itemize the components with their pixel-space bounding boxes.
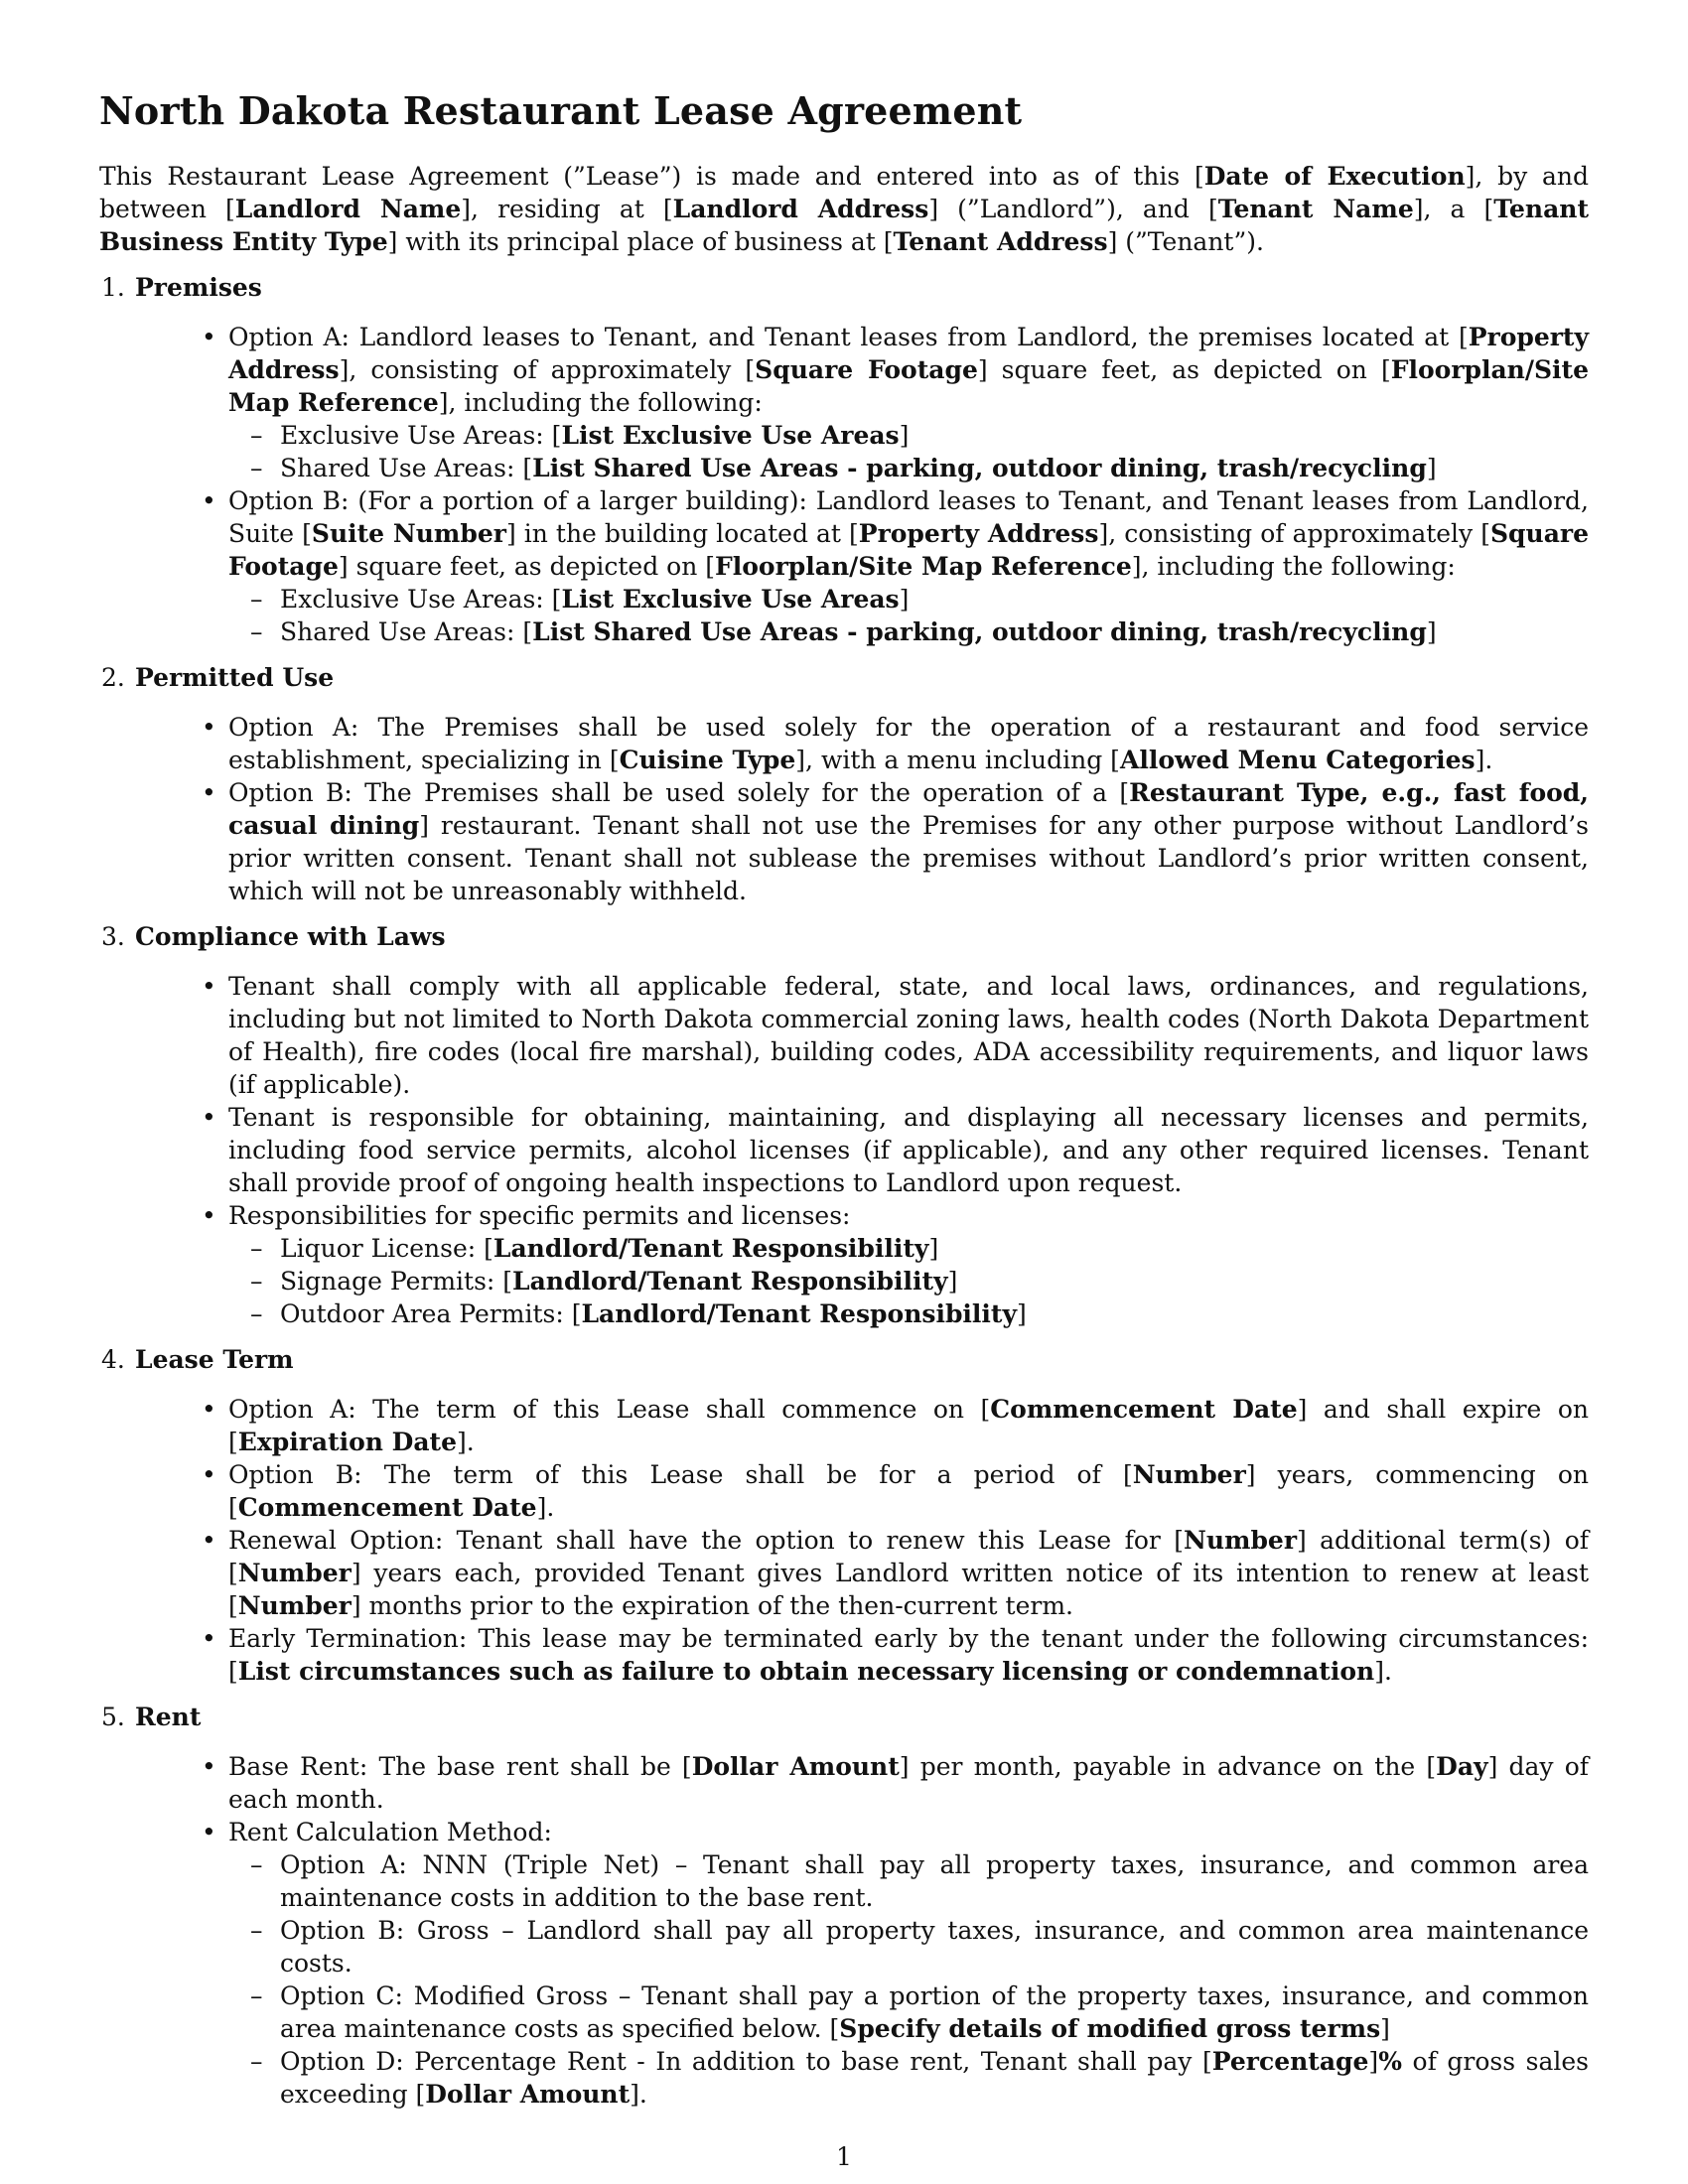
document-page — [99, 0, 1589, 2184]
dash-item: – Exclusive Use Areas: [List Exclusive Use Areas] — [228, 419, 1589, 452]
placeholder-field: Tenant Address — [893, 227, 1108, 256]
placeholder-field: Floorplan/Site Map Reference — [228, 355, 1589, 417]
bullet-text: • Option B: The Premises shall be used solely for the operation of a [Restaurant Type, e.g., fast food, casual dining] restaurant. Tenant shall not use the Premises for any other purpose without Landlord’s prior written consent. Tenant shall not sublease the premises without Landlord’s prior written consent, which will not be unreasonably withheld. — [228, 778, 1589, 905]
placeholder-field: Number — [1183, 1526, 1298, 1555]
placeholder-field: List circumstances such as failure to obtain necessary licensing or condemnation — [237, 1657, 1375, 1686]
dash-item: – Option C: Modified Gross – Tenant shall pay a portion of the property taxes, insurance, and common area maintenance costs as specified below. [Specify details of modified gross terms] — [228, 1979, 1589, 2045]
bullet-item — [99, 1458, 1589, 1524]
placeholder-field: Commencement Date — [990, 1395, 1298, 1424]
placeholder-field: Square Footage — [755, 355, 978, 384]
section-number: 3. — [101, 922, 125, 951]
dash-item: – Shared Use Areas: [List Shared Use Areas - parking, outdoor dining, trash/recycling] — [228, 615, 1589, 648]
placeholder-field: Tenant Business Entity Type — [99, 195, 1590, 256]
placeholder-field: Property Address — [228, 323, 1589, 384]
placeholder-field: Landlord/Tenant Responsibility — [512, 1267, 948, 1296]
section-1 — [99, 271, 1589, 648]
bullet-item — [99, 1524, 1589, 1622]
bullet-item — [99, 1750, 1589, 1816]
section-heading — [101, 1701, 1589, 1733]
bullet-item — [99, 1101, 1589, 1199]
bullet-list — [99, 1750, 1589, 2111]
bullet-text: • Option A: Landlord leases to Tenant, and Tenant leases from Landlord, the premises located at [Property Address], consisting of approximately [Square Footage] square feet, as depicted on [Floorplan/Site Map Reference], including the following: — [228, 323, 1589, 417]
placeholder-field: Commencement Date — [237, 1493, 537, 1522]
dash-list — [228, 1848, 1589, 2111]
section-heading — [101, 661, 1589, 694]
bullet-text: • Option B: The term of this Lease shall be for a period of [Number] years, commencing on [Commencement Date]. — [228, 1460, 1589, 1522]
placeholder-field: Dollar Amount — [691, 1752, 900, 1781]
placeholder-field: Restaurant Type, e.g., fast food, casual dining — [228, 778, 1589, 840]
dash-item: – Signage Permits: [Landlord/Tenant Responsibility] — [228, 1265, 1589, 1297]
placeholder-field: Allowed Menu Categories — [1119, 746, 1476, 774]
bullet-list — [99, 711, 1589, 907]
placeholder-field: % — [1378, 2047, 1402, 2076]
placeholder-field: Cuisine Type — [619, 746, 796, 774]
section-heading — [101, 920, 1589, 953]
dash-item: – Option A: NNN (Triple Net) – Tenant shall pay all property taxes, insurance, and common area maintenance costs in addition to the base rent. — [228, 1848, 1589, 1914]
section-2 — [99, 661, 1589, 907]
bullet-item — [99, 776, 1589, 907]
bullet-item — [99, 321, 1589, 484]
dash-list — [228, 1232, 1589, 1330]
section-heading-text: Lease Term — [135, 1345, 294, 1374]
bullet-item — [99, 970, 1589, 1101]
dash-item: – Option B: Gross – Landlord shall pay all property taxes, insurance, and common area maintenance costs. — [228, 1914, 1589, 1979]
bullet-item — [99, 484, 1589, 648]
section-number: 5. — [101, 1703, 125, 1731]
placeholder-field: Day — [1436, 1752, 1488, 1781]
dash-item: – Liquor License: [Landlord/Tenant Responsibility] — [228, 1232, 1589, 1265]
placeholder-field: Expiration Date — [237, 1428, 458, 1456]
section-number: 1. — [101, 273, 125, 302]
placeholder-field: Floorplan/Site Map Reference — [715, 552, 1132, 581]
placeholder-field: Landlord/Tenant Responsibility — [492, 1234, 929, 1263]
placeholder-field: Square Footage — [228, 519, 1589, 581]
section-heading — [101, 271, 1589, 304]
bullet-list — [99, 1393, 1589, 1688]
dash-item: – Option D: Percentage Rent - In addition to base rent, Tenant shall pay [Percentage]% of gross sales exceeding [Dollar Amount]. — [228, 2045, 1589, 2111]
placeholder-field: List Shared Use Areas - parking, outdoor dining, trash/recycling — [532, 454, 1427, 482]
bullet-text: • Responsibilities for specific permits and licenses: — [228, 1201, 851, 1230]
document-body — [99, 160, 1589, 2123]
section-heading-text: Compliance with Laws — [135, 922, 446, 951]
bullet-item — [99, 1199, 1589, 1330]
placeholder-field: Number — [237, 1591, 352, 1620]
placeholder-field: Percentage — [1211, 2047, 1369, 2076]
placeholder-field: Tenant Name — [1217, 195, 1414, 223]
page-number: 1 — [836, 2142, 852, 2171]
placeholder-field: Number — [1132, 1460, 1246, 1489]
bullet-item — [99, 711, 1589, 776]
bullet-text: • Tenant is responsible for obtaining, maintaining, and displaying all necessary licenses and permits, including food service permits, alcohol licenses (if applicable), and any other required licenses. Tenant shall provide proof of ongoing health inspections to Landlord upon request. — [228, 1103, 1589, 1197]
placeholder-field: Date of Execution — [1203, 162, 1466, 191]
placeholder-field: Suite Number — [311, 519, 506, 548]
section-4 — [99, 1343, 1589, 1688]
dash-list — [228, 583, 1589, 648]
bullet-item — [99, 1816, 1589, 2111]
section-heading-text: Permitted Use — [135, 663, 335, 692]
bullet-item — [99, 1393, 1589, 1458]
placeholder-field: Dollar Amount — [425, 2080, 631, 2109]
placeholder-field: Number — [237, 1559, 352, 1587]
bullet-list — [99, 321, 1589, 648]
section-number: 4. — [101, 1345, 125, 1374]
bullet-text: • Early Termination: This lease may be terminated early by the tenant under the following circumstances: [List circumstances such as failure to obtain necessary licensing or condemnation]. — [228, 1624, 1589, 1686]
placeholder-field: Landlord Name — [234, 195, 462, 223]
intro-paragraph: This Restaurant Lease Agreement (”Lease”) is made and entered into as of this [Date of Execution], by and between [Landlord Name], residing at [Landlord Address] (”Landlord”), and [Tenant Name], a [Tenant Business Entity Type] with its principal place of business at [Tenant Address] (”Tenant”). — [99, 162, 1590, 256]
section-heading-text: Premises — [135, 273, 262, 302]
bullet-text: • Option A: The Premises shall be used solely for the operation of a restaurant and food service establishment, specializing in [Cuisine Type], with a menu including [Allowed Menu Categories]. — [228, 713, 1589, 774]
dash-item: – Outdoor Area Permits: [Landlord/Tenant Responsibility] — [228, 1297, 1589, 1330]
section-list — [99, 271, 1589, 2111]
placeholder-field: Property Address — [858, 519, 1099, 548]
placeholder-field: List Exclusive Use Areas — [561, 585, 900, 614]
bullet-list — [99, 970, 1589, 1330]
placeholder-field: Landlord Address — [672, 195, 929, 223]
placeholder-field: List Exclusive Use Areas — [561, 421, 900, 450]
bullet-text: • Renewal Option: Tenant shall have the option to renew this Lease for [Number] additional term(s) of [Number] years each, provided Tenant gives Landlord written notice of its intention to renew at least [Number] months prior to the expiration of the then-current term. — [228, 1526, 1590, 1620]
bullet-text: • Base Rent: The base rent shall be [Dollar Amount] per month, payable in advance on the [Day] day of each month. — [228, 1752, 1590, 1814]
dash-item: – Shared Use Areas: [List Shared Use Areas - parking, outdoor dining, trash/recycling] — [228, 452, 1589, 484]
section-heading — [101, 1343, 1589, 1376]
bullet-text: • Tenant shall comply with all applicable federal, state, and local laws, ordinances, and regulations, including but not limited to North Dakota commercial zoning laws, health codes (North Dakota Department of Health), fire codes (local fire marshal), building codes, ADA accessibility requirements, and liquor laws (if applicable). — [228, 972, 1589, 1099]
placeholder-field: List Shared Use Areas - parking, outdoor dining, trash/recycling — [532, 617, 1427, 646]
bullet-text: • Option A: The term of this Lease shall commence on [Commencement Date] and shall expire on [Expiration Date]. — [228, 1395, 1589, 1456]
document-title: North Dakota Restaurant Lease Agreement — [99, 88, 1023, 133]
section-5 — [99, 1701, 1589, 2111]
placeholder-field: Specify details of modified gross terms — [839, 2014, 1381, 2043]
section-number: 2. — [101, 663, 125, 692]
bullet-text: • Rent Calculation Method: — [228, 1818, 552, 1846]
section-3 — [99, 920, 1589, 1330]
dash-item: – Exclusive Use Areas: [List Exclusive Use Areas] — [228, 583, 1589, 615]
placeholder-field: Landlord/Tenant Responsibility — [581, 1299, 1017, 1328]
dash-list — [228, 419, 1589, 484]
section-heading-text: Rent — [135, 1703, 202, 1731]
bullet-item — [99, 1622, 1589, 1688]
bullet-text: • Option B: (For a portion of a larger building): Landlord leases to Tenant, and Tenant leases from Landlord, Suite [Suite Number] in the building located at [Property Address], consisting of approximately [Square Footage] square feet, as depicted on [Floorplan/Site Map Reference], including the following: — [228, 486, 1589, 581]
